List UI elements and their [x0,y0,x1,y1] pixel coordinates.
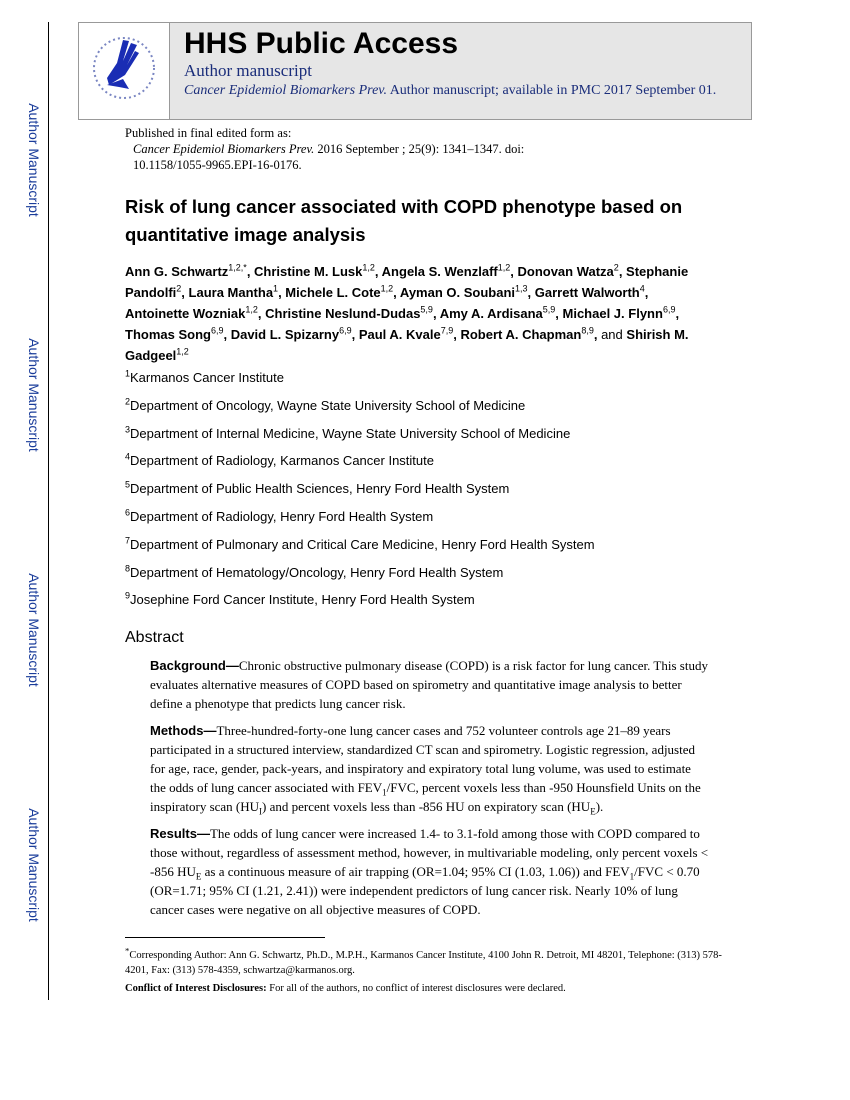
author-affiliation-sup: 1,3 [515,283,528,294]
footnote-text: Corresponding Author: Ann G. Schwartz, Ph.D., M.P.H., Karmanos Cancer Institute, 4100 John R. Detroit, MI 48201, Telephone: (313) 578-4201, Fax: (313) 578-4359, schwartza@karmanos.org. [125,950,722,977]
citation: 2016 September ; 25(9): 1341–1347. doi: [317,142,525,156]
author-name: Angela S. Wenzlaff [381,264,498,279]
affiliation-list [125,370,755,608]
subscript: E [195,871,202,882]
published-info [125,125,755,173]
subscript: 1 [629,871,635,882]
published-intro: Published in final edited form as: [125,126,292,140]
affiliation [125,481,755,497]
author-name: Robert A. Chapman [460,327,582,342]
header-citation [184,81,741,100]
author-affiliation-sup: 6,9 [662,304,676,315]
content-flow [125,125,755,996]
hhs-logo [79,23,170,119]
sidebar-label: Author Manuscript [26,103,42,217]
author-affiliation-sup: 8,9 [581,325,594,336]
paper-title: Risk of lung cancer associated with COPD phenotype based on quantitative image analysis [125,196,683,245]
author-affiliation-sup: 1,2 [362,262,375,273]
affiliation-text: Karmanos Cancer Institute [130,370,284,385]
author-affiliation-sup: 1,2 [245,304,258,315]
availability: Author manuscript; available in PMC 2017 September 01. [389,83,717,98]
author-name: Christine Neslund-Dudas [265,306,421,321]
author-affiliation-sup: 4 [639,283,645,294]
affiliation-number: 3 [125,424,131,435]
author-affiliation-sup: 1,2 [497,262,511,273]
author-name: Shirish M. Gadgeel [125,327,689,363]
affiliation-number: 6 [125,507,131,518]
affiliation-text: Department of Internal Medicine, Wayne State University School of Medicine [130,425,571,441]
section-text: Chronic obstructive pulmonary disease (COPD) is a risk factor for lung cancer. This study evaluates alternative measures of COPD based on spirometry and quantitative image analysis to better define a phenotype that predicts lung cancer risk. [150,658,708,712]
affiliation [125,426,755,442]
author-name: Michael J. Flynn [562,306,663,321]
author-conjunction: and [601,327,623,342]
author-name: Antoinette Wozniak [125,306,246,321]
author-name: Thomas Song [125,327,211,342]
affiliation-number: 8 [125,563,131,574]
hhs-header [78,22,752,120]
section-text: ) and percent voxels less than -856 HU on expiratory scan (HU [262,799,591,815]
author-list: Ann G. Schwartz$^{1,2,*}$, Christine M. Lusk$^{1,2}$, Angela S. Wenzlaff$^{1,2}$, Donovan Watza$^2$, Stephanie Pandolfi$^2$, Laura Mantha$^1$, Michele L. Cote$^{1,2}$, Ayman O. Soubani$^{1,3}$, Garrett Walworth$^4$, Antoinette Wozniak$^{1,2}$, Christine Neslund-Dudas$^{5,9}$, Amy A. Ardisana$^{5,9}$, Michael J. Flynn$^{6,9}$, Thomas Song$^{6,9}$, David L. Spizarny$^{6,9}$, Paul A. Kvale$^{7,9}$, Robert A. Chapman$^{8,9}$, and Shirish M. Gadgeel$^{1,2}$ [125,262,689,363]
author-affiliation-sup: 1,2 [176,346,189,357]
author-name: Ann G. Schwartz [125,264,229,279]
section-text: Three-hundred-forty-one lung cancer cases and 752 volunteer controls age 21–89 years participated in a structured interview, standardized CT scan and spirometry. Logistic regression, adjusted for age, race, gender, pack-years, and inspiratory and expiratory total lung volume, was used to estimate the odds of lung cancer associated with FEV [150,723,695,796]
doi-link[interactable]: 10.1158/1055-9965.EPI-16-0176. [133,158,302,172]
sidebar-label: Author Manuscript [26,338,42,452]
author-name: Michele L. Cote [285,285,381,300]
affiliation [125,370,755,386]
author-name: Garrett Walworth [534,285,640,300]
author-name: Christine M. Lusk [254,264,363,279]
conflict-disclosure [125,981,725,996]
affiliation-text: Josephine Ford Cancer Institute, Henry Ford Health System [130,592,475,608]
affiliation [125,537,755,553]
published-citation [125,141,755,157]
affiliation [125,453,755,469]
abstract-heading: Abstract [125,629,184,647]
affiliation-text: Department of Hematology/Oncology, Henry Ford Health System [130,564,504,580]
subscript: E [590,806,596,817]
author-name: Ayman O. Soubani [399,285,516,300]
author-affiliation-sup: 2 [613,262,619,273]
affiliation-number: 5 [125,479,131,490]
author-affiliation-sup: 1,2 [380,283,394,294]
author-name: David L. Spizarny [230,327,340,342]
section-text: /FVC, percent voxels less than -950 Hounsfield Units on the inspiratory scan (HU [150,780,701,815]
footnotes [125,945,725,996]
footnote-label: Conflict of Interest Disclosures: [125,983,267,995]
sidebar-label: Author Manuscript [26,573,42,687]
abstract-methods [150,721,710,816]
affiliation-number: 9 [125,591,131,602]
affiliation-text: Department of Radiology, Henry Ford Health System [130,508,434,524]
affiliation-text: Department of Oncology, Wayne State University School of Medicine [130,397,526,413]
author-name: Stephanie Pandolfi [125,264,689,300]
journal-name: Cancer Epidemiol Biomarkers Prev. [133,142,315,156]
section-label: Methods— [150,723,217,739]
author-affiliation-sup: 7,9 [440,325,454,336]
corresponding-author [125,945,725,978]
subscript: 1 [382,787,387,798]
section-label: Background— [150,658,239,674]
header-subtitle: Author manuscript [184,61,312,80]
abstract-background [150,656,710,713]
author-affiliation-sup: 2 [176,283,182,294]
author-name: Paul A. Kvale [358,327,441,342]
affiliation-number: 4 [125,452,131,463]
affiliation [125,565,755,581]
section-text: The odds of lung cancer were increased 1.4- to 3.1-fold among those with COPD compared to those without, regardless of assessment method, however, in multivariable modeling, only percent voxels < -856 HU [150,826,709,880]
section-text: /FVC < 0.70 (OR=1.71; 95% CI (1.21, 2.41)) were independent predictors of lung cancer risk. Nearly 10% of lung cancer cases were negative on all objective measures of COPD. [150,864,700,918]
affiliation-text: Department of Radiology, Karmanos Cancer Institute [130,453,434,469]
affiliation-text: Department of Pulmonary and Critical Care Medicine, Henry Ford Health System [130,536,595,552]
footnote-text: For all of the authors, no conflict of interest disclosures were declared. [269,983,566,995]
section-text: ). [595,799,604,815]
footnote-mark: * [125,945,130,956]
author-affiliation-sup: 5,9 [420,304,433,315]
author-affiliation-sup: 1 [273,283,279,294]
sidebar-divider [48,22,49,1000]
affiliation-text: Department of Public Health Sciences, Henry Ford Health System [130,481,510,497]
author-affiliation-sup: 1,2,* [228,262,247,273]
header-title: HHS Public Access [184,27,458,60]
abstract-results [150,824,710,919]
subscript: I [259,806,263,817]
author-affiliation-sup: 6,9 [210,325,224,336]
footnote-divider [125,937,325,938]
author-name: Amy A. Ardisana [439,306,543,321]
sidebar-label: Author Manuscript [26,808,42,922]
affiliation [125,398,755,414]
hhs-eagle-icon [79,23,169,121]
journal-name: Cancer Epidemiol Biomarkers Prev. [184,83,387,98]
author-affiliation-sup: 5,9 [542,304,556,315]
affiliation [125,509,755,525]
author-name: Laura Mantha [188,285,274,300]
affiliation [125,592,755,608]
author-name: Donovan Watza [517,264,614,279]
section-text: as a continuous measure of air trapping (OR=1.04; 95% CI (1.03, 1.06)) and FEV [201,864,630,880]
section-label: Results— [150,826,210,842]
affiliation-number: 2 [125,396,131,407]
affiliation-number: 7 [125,535,131,546]
affiliation-number: 1 [125,368,131,379]
author-affiliation-sup: 6,9 [339,325,352,336]
